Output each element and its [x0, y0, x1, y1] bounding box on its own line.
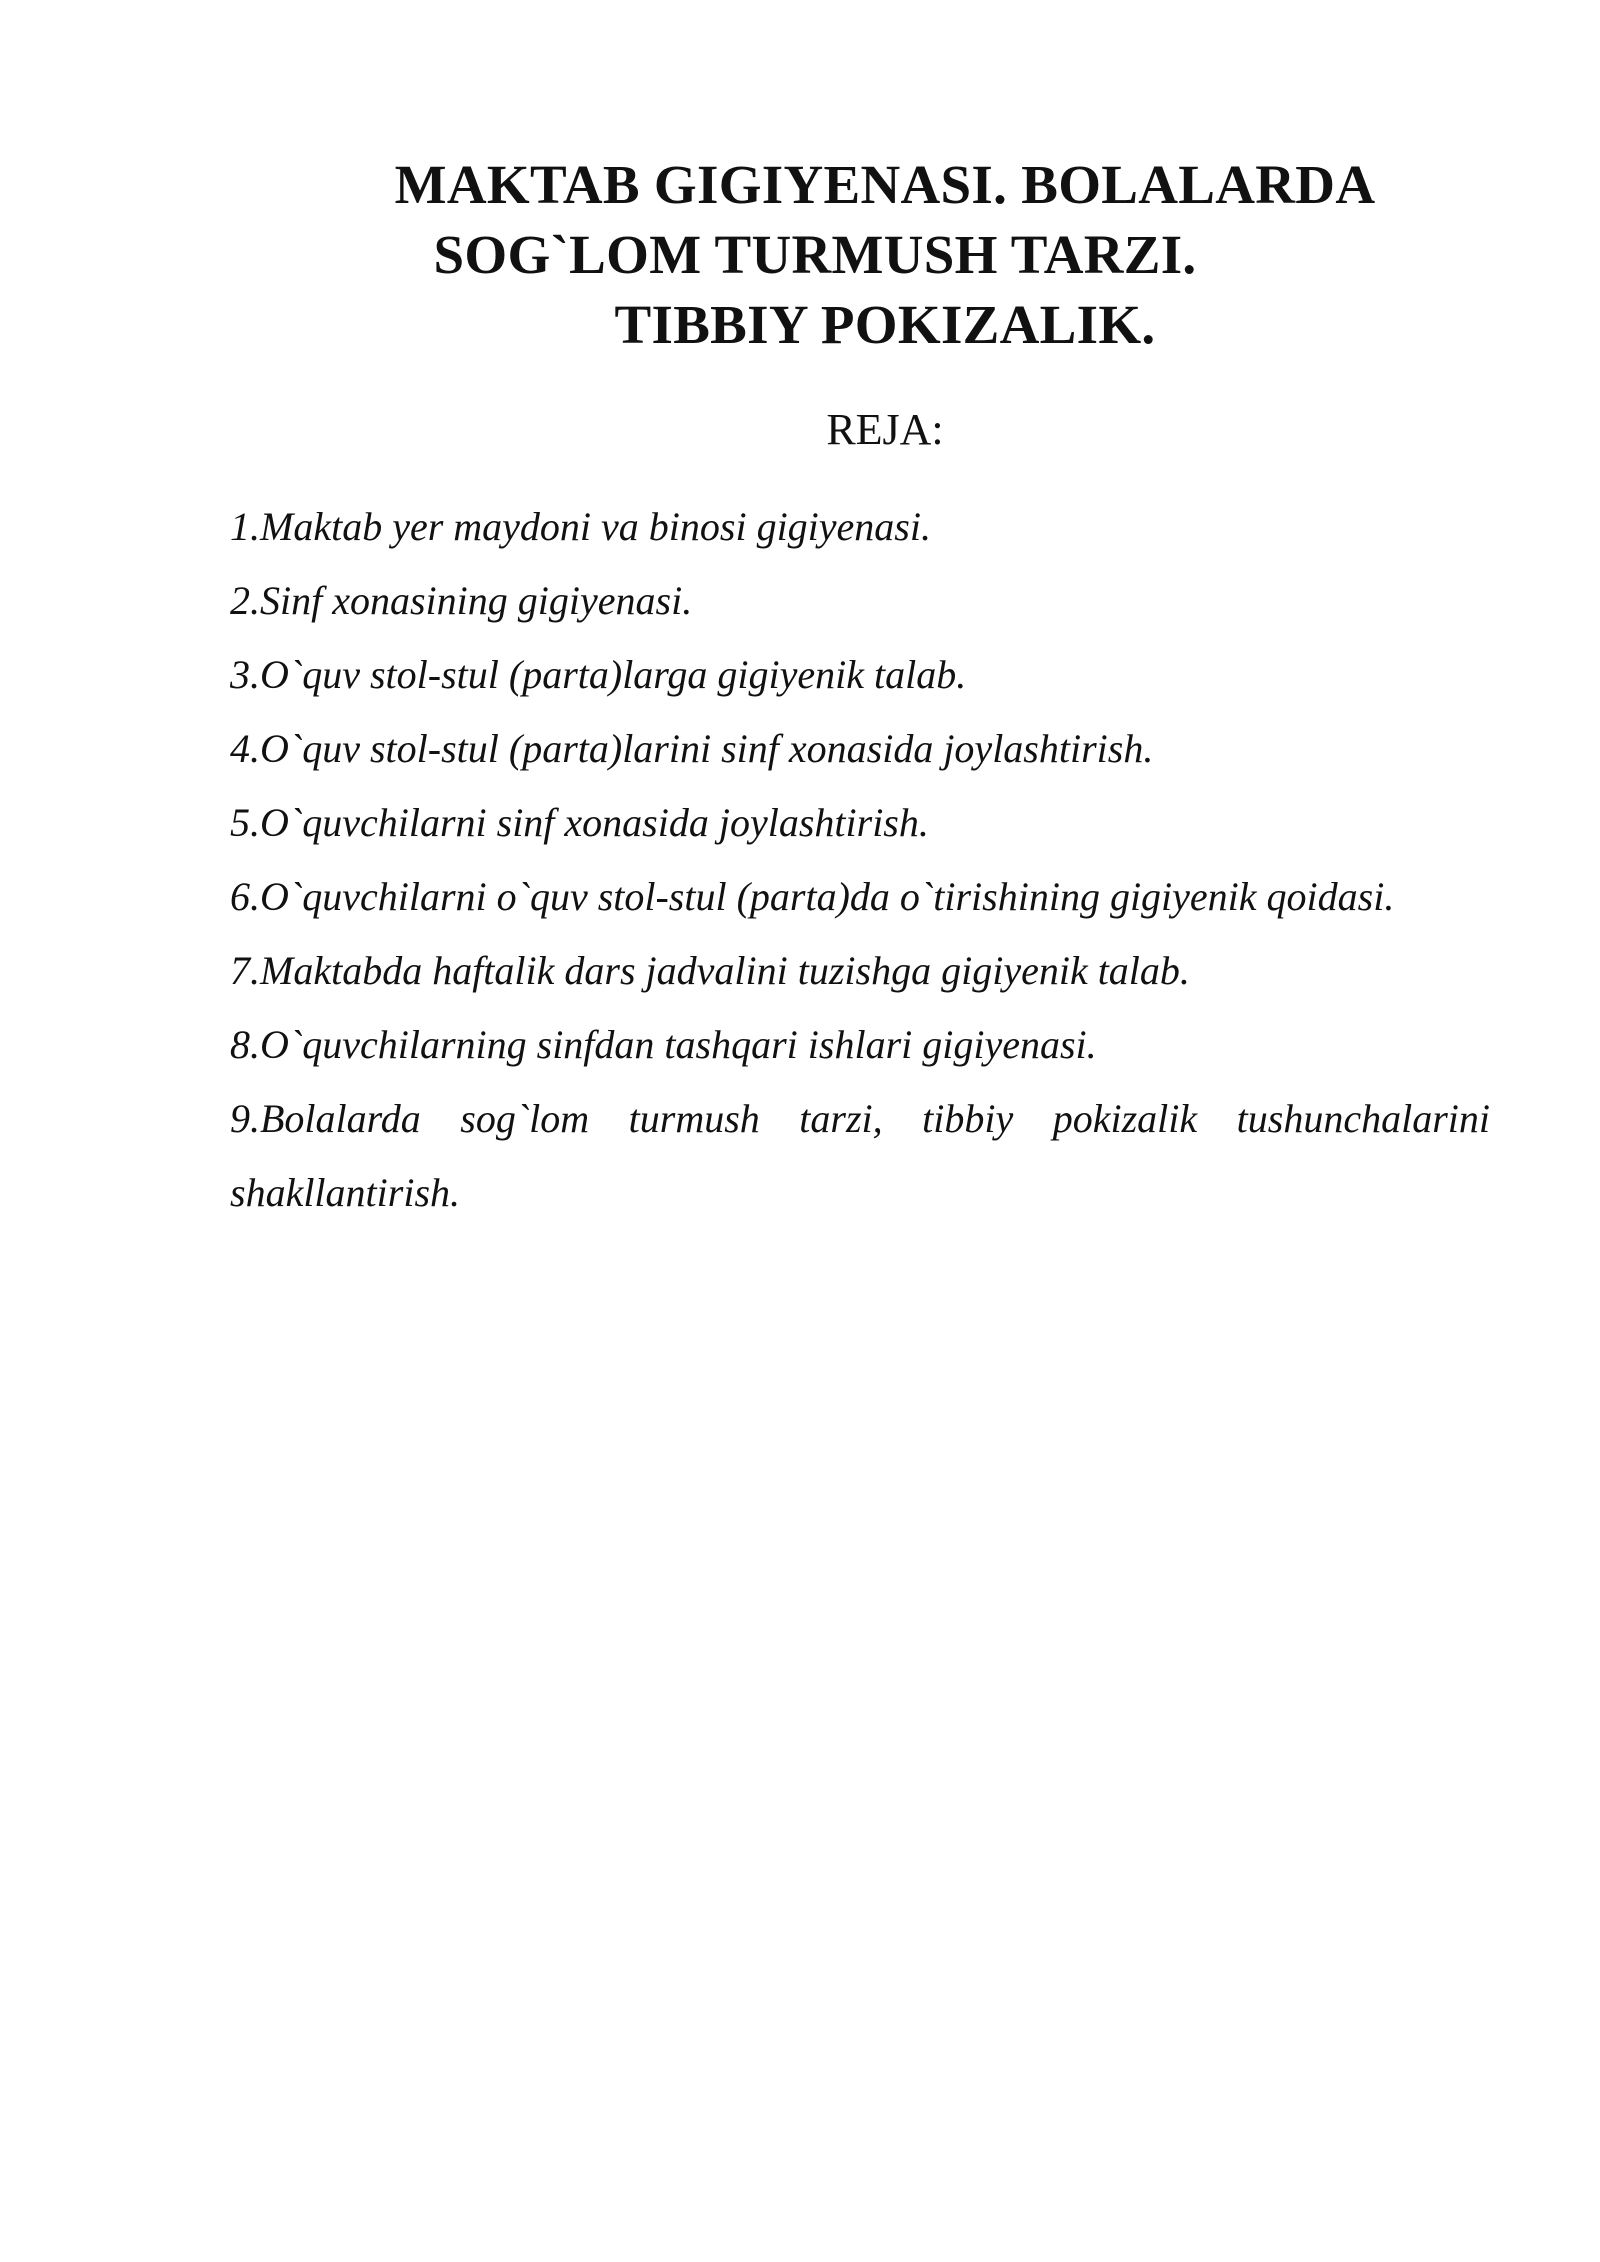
plan-item-6: 6.O`quvchilarni o`quv stol-stul (parta)da o`tirishining gigiyenik qoidasi. [230, 874, 1395, 919]
title-line-1: MAKTAB GIGIYENASI. BOLALARDA [394, 154, 1376, 215]
plan-item-1: 1.Maktab yer maydoni va binosi gigiyenasi. [230, 504, 931, 549]
title-line-3: TIBBIY POKIZALIK. [614, 294, 1156, 355]
document-title [230, 150, 1540, 360]
plan-heading: REJA: [826, 405, 944, 454]
plan-item-5: 5.O`quvchilarni sinf xonasida joylashtirish. [230, 800, 929, 845]
plan-item-4: 4.O`quv stol-stul (parta)larini sinf xonasida joylashtirish. [230, 726, 1154, 771]
plan-item-2: 2.Sinf xonasining gigiyenasi. [230, 578, 693, 623]
plan-item-3: 3.O`quv stol-stul (parta)larga gigiyenik talab. [230, 652, 967, 697]
plan-item-9: 9.Bolalarda sog`lom turmush tarzi, tibbiy pokizalik tushunchalarini shakllantirish. [230, 1096, 1490, 1215]
plan-item-8: 8.O`quvchilarning sinfdan tashqari ishlari gigiyenasi. [230, 1022, 1097, 1067]
plan-list [230, 490, 1490, 1230]
title-line-2: SOG`LOM TURMUSH TARZI. [433, 224, 1197, 285]
plan-item-7: 7.Maktabda haftalik dars jadvalini tuzishga gigiyenik talab. [230, 948, 1190, 993]
